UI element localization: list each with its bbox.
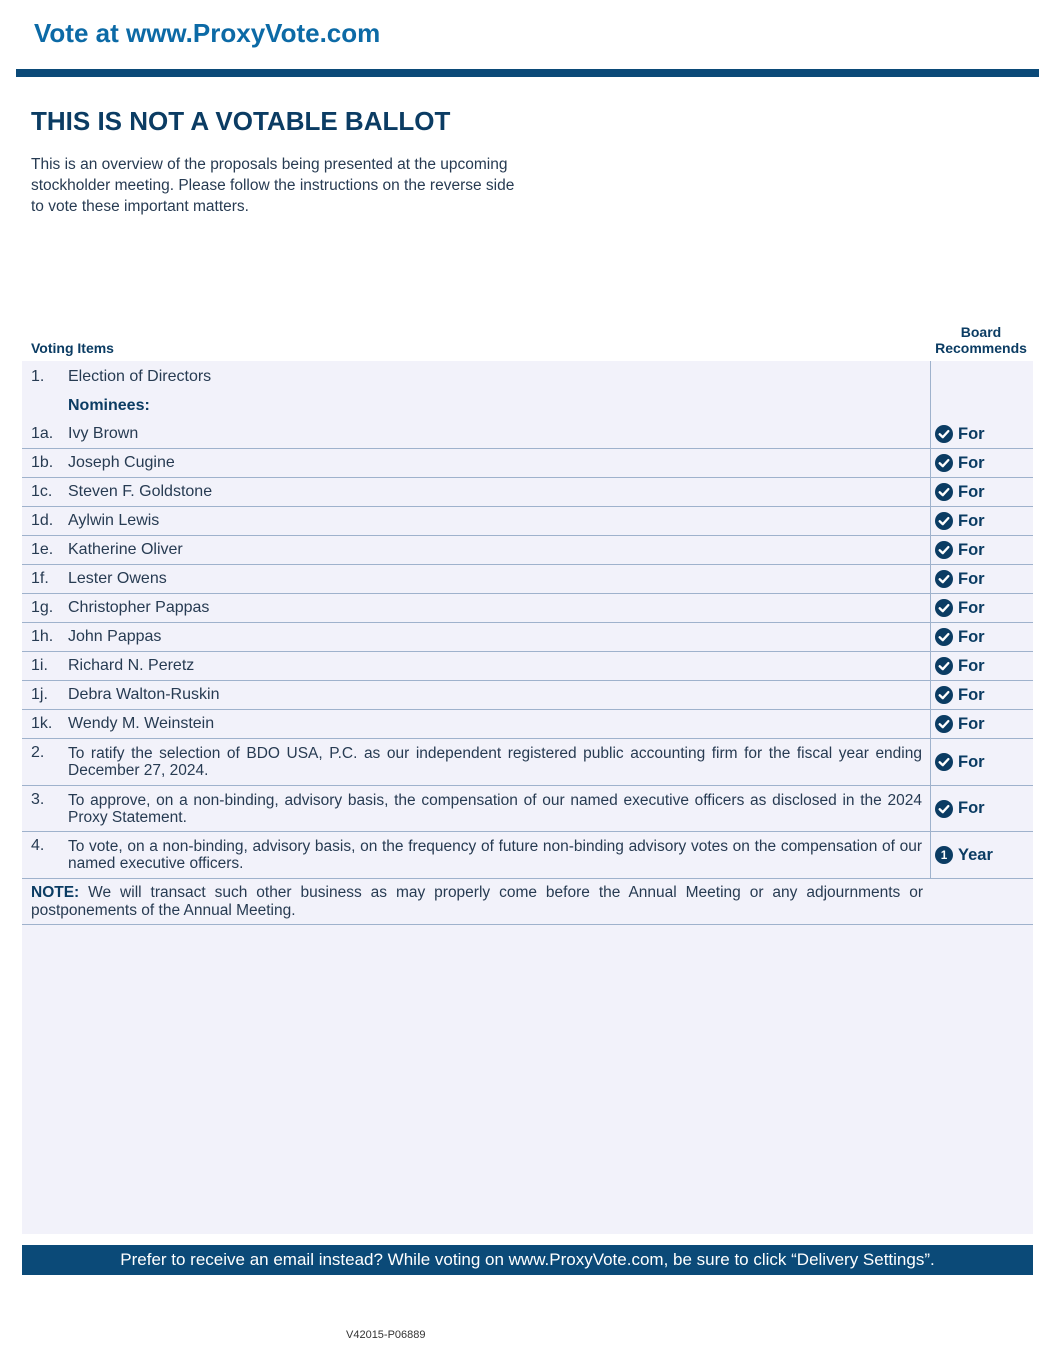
- proposal-row: [22, 739, 1033, 786]
- recommendation-label: For: [958, 453, 985, 472]
- nominees-label: Nominees:: [68, 396, 150, 414]
- check-circle-icon: [935, 599, 953, 617]
- nominee-name: Christopher Pappas: [68, 599, 210, 616]
- nominee-number: 1h.: [31, 628, 54, 645]
- recommendation-label: For: [958, 482, 985, 501]
- note-divider: [22, 924, 1033, 925]
- voting-items-header: Voting Items: [31, 340, 114, 356]
- recommendation: [930, 512, 1033, 531]
- proposal-text: To approve, on a non-binding, advisory basis, the compensation of our named executive officers as disclosed in the 2024 Proxy Statement.: [68, 791, 922, 826]
- recommendation-label: For: [958, 685, 985, 704]
- recommendation: [930, 454, 1033, 473]
- check-circle-icon: [935, 541, 953, 559]
- nominee-row: [22, 507, 1033, 536]
- nominee-number: 1i.: [31, 657, 48, 674]
- email-delivery-banner: Prefer to receive an email instead? While voting on www.ProxyVote.com, be sure to click “Delivery Settings”.: [22, 1245, 1033, 1275]
- nominee-number: 1k.: [31, 715, 53, 732]
- recommendation: [930, 570, 1033, 589]
- proposal-number: 4.: [31, 837, 45, 854]
- check-circle-icon: [935, 715, 953, 733]
- proposal-number: 2.: [31, 744, 45, 761]
- recommendation-label: For: [958, 799, 985, 817]
- check-circle-icon: [935, 686, 953, 704]
- recommendation-label: For: [958, 656, 985, 675]
- nominee-name: Katherine Oliver: [68, 541, 183, 558]
- note-label: NOTE:: [31, 884, 80, 901]
- nominee-row: [22, 449, 1033, 478]
- check-circle-icon: [935, 454, 953, 472]
- proposal-text: To vote, on a non-binding, advisory basis, on the frequency of future non-binding advisory votes on the compensation of our named executive officers.: [68, 838, 922, 872]
- proposal-text: To ratify the selection of BDO USA, P.C. as our independent registered public accounting firm for the fiscal year ending December 27, 2024.: [68, 745, 922, 779]
- recommendation-label: For: [958, 714, 985, 733]
- nominee-row: [22, 623, 1033, 652]
- header-rule: [16, 69, 1039, 77]
- proposal-row: [22, 786, 1033, 832]
- recommendation-label: Year: [958, 845, 993, 864]
- check-circle-icon: [935, 657, 953, 675]
- check-circle-icon: [935, 483, 953, 501]
- board-recommends-line2: Recommends: [935, 340, 1027, 356]
- nominee-name: Lester Owens: [68, 570, 167, 587]
- nominee-number: 1d.: [31, 512, 54, 529]
- recommendation: [930, 483, 1033, 502]
- nominee-name: Ivy Brown: [68, 425, 139, 442]
- recommendation-label: For: [958, 540, 985, 559]
- number-one-digit: 1: [940, 849, 948, 863]
- page-title: THIS IS NOT A VOTABLE BALLOT: [31, 106, 451, 136]
- recommendation-label: For: [958, 511, 985, 530]
- recommendation: [930, 846, 1033, 865]
- item-number: 1.: [31, 367, 45, 385]
- nominee-name: Joseph Cugine: [68, 454, 175, 471]
- item-row: [22, 362, 1033, 391]
- recommendation-label: For: [958, 752, 985, 771]
- nominee-row: [22, 594, 1033, 623]
- nominee-row: [22, 420, 1033, 449]
- recommendation: [930, 425, 1033, 444]
- nominee-number: 1c.: [31, 483, 53, 500]
- footer-code: V42015-P06889: [346, 1329, 426, 1341]
- nominee-row: [22, 710, 1033, 739]
- nominee-row: [22, 478, 1033, 507]
- recommendation-label: For: [958, 627, 985, 646]
- nominee-name: Richard N. Peretz: [68, 657, 195, 674]
- nominee-name: Debra Walton-Ruskin: [68, 686, 220, 703]
- check-circle-icon: [935, 570, 953, 588]
- recommendation: [930, 541, 1033, 560]
- check-circle-icon: [935, 753, 953, 771]
- nominee-name: John Pappas: [68, 628, 162, 645]
- nominee-number: 1a.: [31, 425, 54, 442]
- recommendation: [930, 686, 1033, 705]
- item-text: Election of Directors: [68, 367, 212, 385]
- nominee-name: Steven F. Goldstone: [68, 483, 213, 500]
- proposal-number: 3.: [31, 791, 45, 808]
- nominee-row: [22, 652, 1033, 681]
- recommendation: [930, 657, 1033, 676]
- nominees-label-row: [22, 391, 1033, 420]
- recommendation: [930, 799, 1033, 818]
- nominee-row: [22, 536, 1033, 565]
- board-recommends-header: [930, 324, 1032, 356]
- nominee-number: 1g.: [31, 599, 54, 616]
- nominee-number: 1f.: [31, 570, 49, 587]
- check-circle-icon: [935, 425, 953, 443]
- recommendation-label: For: [958, 598, 985, 617]
- check-circle-icon: [935, 628, 953, 646]
- nominee-row: [22, 565, 1033, 594]
- header-title: Vote at www.ProxyVote.com: [34, 18, 381, 48]
- note-text: We will transact such other business as may properly come before the Annual Meeting or any adjournments or postponements of the Annual Meeting.: [31, 884, 923, 919]
- check-circle-icon: [935, 800, 953, 818]
- proposal-row: [22, 832, 1033, 879]
- recommendation: [930, 628, 1033, 647]
- nominee-row: [22, 681, 1033, 710]
- check-circle-icon: [935, 512, 953, 530]
- nominee-number: 1e.: [31, 541, 54, 558]
- recommendation: [930, 753, 1033, 772]
- nominee-name: Aylwin Lewis: [68, 512, 160, 529]
- note: [31, 884, 923, 920]
- recommendation-label: For: [958, 424, 985, 443]
- nominee-name: Wendy M. Weinstein: [68, 715, 215, 732]
- nominee-number: 1j.: [31, 686, 48, 703]
- board-recommends-line1: Board: [960, 324, 1002, 340]
- intro-text: This is an overview of the proposals being presented at the upcoming stockholder meeting. Please follow the instructions on the reverse side to vote these important matters.: [31, 156, 515, 215]
- recommendation: [930, 599, 1033, 618]
- recommendation: [930, 715, 1033, 734]
- number-one-circle-icon: [935, 846, 953, 864]
- recommendation-label: For: [958, 569, 985, 588]
- nominee-number: 1b.: [31, 454, 54, 471]
